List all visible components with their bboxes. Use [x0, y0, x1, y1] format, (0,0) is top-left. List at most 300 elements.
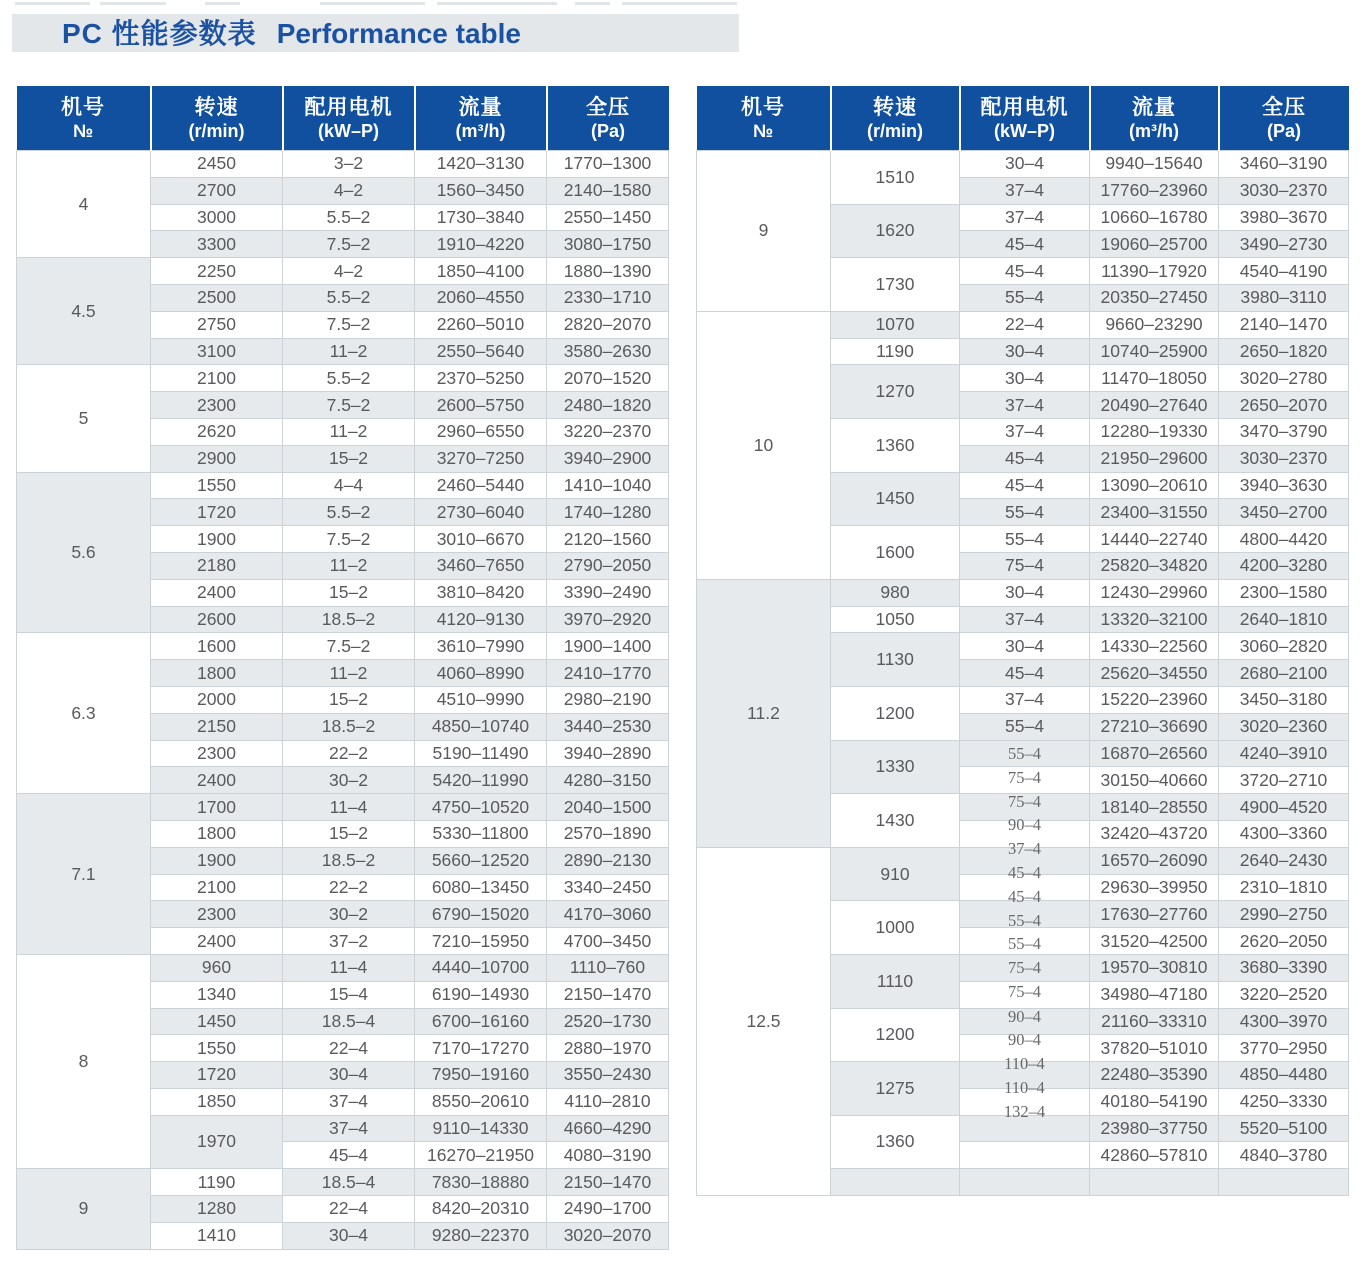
- motor-value-offset: 110–4: [1004, 1054, 1045, 1074]
- pressure-cell: 2330–1710: [547, 284, 669, 311]
- speed-cell: 1330: [831, 740, 960, 794]
- title-band: [12, 14, 739, 52]
- header-label: 流量: [458, 96, 503, 119]
- flow-cell: 19570–30810: [1090, 954, 1219, 981]
- motor-cell: 15–2: [283, 820, 415, 847]
- speed-cell: 2000: [151, 686, 283, 713]
- pressure-cell: 2640–1810: [1219, 606, 1349, 633]
- flow-cell: 4120–9130: [415, 606, 547, 633]
- pressure-cell: 3460–3190: [1219, 151, 1349, 178]
- pressure-cell: 4110–2810: [547, 1088, 669, 1115]
- motor-cell: 37–4: [283, 1088, 415, 1115]
- pressure-cell: 3060–2820: [1219, 633, 1349, 660]
- speed-cell: 2300: [151, 392, 283, 419]
- motor-value-offset: 75–4: [1008, 791, 1041, 811]
- top-crop-fragment: [575, 2, 610, 5]
- flow-cell: 11390–17920: [1090, 258, 1219, 285]
- header-cell-4: [1219, 86, 1349, 151]
- flow-cell: 14330–22560: [1090, 633, 1219, 660]
- flow-cell: 2260–5010: [415, 311, 547, 338]
- speed-cell: 1900: [151, 847, 283, 874]
- motor-value-offset: 55–4: [1008, 743, 1041, 763]
- header-unit: (r/min): [867, 121, 923, 141]
- flow-cell: 4850–10740: [415, 713, 547, 740]
- flow-cell: 12280–19330: [1090, 418, 1219, 445]
- speed-cell: 2250: [151, 258, 283, 285]
- pressure-cell: 2880–1970: [547, 1035, 669, 1062]
- speed-cell: 2400: [151, 767, 283, 794]
- motor-cell: 55–4: [960, 284, 1090, 311]
- speed-cell: 3300: [151, 231, 283, 258]
- flow-cell: 12430–29960: [1090, 579, 1219, 606]
- motor-cell: 11–2: [283, 660, 415, 687]
- pressure-cell: 2310–1810: [1219, 874, 1349, 901]
- header-row: [697, 86, 1349, 151]
- motor-cell: 55–4: [960, 713, 1090, 740]
- flow-cell: 9280–22370: [415, 1222, 547, 1249]
- pressure-cell: 4840–3780: [1219, 1142, 1349, 1169]
- flow-cell: 10740–25900: [1090, 338, 1219, 365]
- pressure-cell: 3940–2890: [547, 740, 669, 767]
- motor-cell: [960, 1169, 1090, 1196]
- speed-cell: 2900: [151, 445, 283, 472]
- flow-cell: 19060–25700: [1090, 231, 1219, 258]
- flow-cell: 15220–23960: [1090, 686, 1219, 713]
- motor-value-offset: 90–4: [1008, 815, 1041, 835]
- table-row: [17, 633, 669, 660]
- speed-cell: 1510: [831, 151, 960, 205]
- flow-cell: 5330–11800: [415, 820, 547, 847]
- header-unit: (kW–P): [993, 121, 1055, 141]
- speed-cell: 2150: [151, 713, 283, 740]
- pressure-cell: 3980–3110: [1219, 284, 1349, 311]
- group-no-cell: 9: [697, 151, 831, 312]
- page-title: [62, 14, 521, 52]
- header-unit: (kW–P): [317, 121, 379, 141]
- flow-cell: 37820–51010: [1090, 1035, 1219, 1062]
- motor-cell: 11–4: [283, 794, 415, 821]
- pressure-cell: 2490–1700: [547, 1196, 669, 1223]
- pressure-cell: 4280–3150: [547, 767, 669, 794]
- flow-cell: 34980–47180: [1090, 981, 1219, 1008]
- top-crop-fragment: [205, 2, 240, 5]
- pressure-cell: 3470–3790: [1219, 418, 1349, 445]
- pressure-cell: 3220–2520: [1219, 981, 1349, 1008]
- pressure-cell: 2650–2070: [1219, 392, 1349, 419]
- flow-cell: 5190–11490: [415, 740, 547, 767]
- flow-cell: 3460–7650: [415, 552, 547, 579]
- pressure-cell: 3080–1750: [547, 231, 669, 258]
- pressure-cell: 2150–1470: [547, 1169, 669, 1196]
- flow-cell: 9940–15640: [1090, 151, 1219, 178]
- table-row: [17, 258, 669, 285]
- speed-cell: 1200: [831, 1008, 960, 1062]
- motor-cell: 22–2: [283, 740, 415, 767]
- motor-cell: 5.5–2: [283, 499, 415, 526]
- motor-cell: [960, 740, 1090, 767]
- header-cell-1: [831, 86, 960, 151]
- motor-cell: 22–4: [960, 311, 1090, 338]
- motor-cell: 37–4: [960, 606, 1090, 633]
- motor-value-offset: 37–4: [1008, 839, 1041, 859]
- speed-cell: 1720: [151, 1062, 283, 1089]
- flow-cell: 4510–9990: [415, 686, 547, 713]
- pressure-cell: 4170–3060: [547, 901, 669, 928]
- pressure-cell: 4080–3190: [547, 1142, 669, 1169]
- pressure-cell: 2120–1560: [547, 526, 669, 553]
- speed-cell: 1190: [831, 338, 960, 365]
- motor-cell: [960, 1101, 1090, 1169]
- flow-cell: 2960–6550: [415, 418, 547, 445]
- top-crop-fragment: [100, 2, 166, 5]
- motor-cell: 30–4: [283, 1062, 415, 1089]
- speed-cell: 1620: [831, 204, 960, 258]
- speed-cell: 1450: [151, 1008, 283, 1035]
- motor-cell: 4–2: [283, 258, 415, 285]
- pressure-cell: 3220–2370: [547, 418, 669, 445]
- motor-cell: 5.5–2: [283, 365, 415, 392]
- flow-cell: 5420–11990: [415, 767, 547, 794]
- flow-cell: 2460–5440: [415, 472, 547, 499]
- header-label: 配用电机: [980, 96, 1069, 119]
- pressure-cell: 2070–1520: [547, 365, 669, 392]
- motor-cell: 15–2: [283, 686, 415, 713]
- flow-cell: 14440–22740: [1090, 526, 1219, 553]
- pressure-cell: 4200–3280: [1219, 552, 1349, 579]
- speed-cell: 2500: [151, 284, 283, 311]
- pressure-cell: 3450–2700: [1219, 499, 1349, 526]
- flow-cell: 17630–27760: [1090, 901, 1219, 928]
- speed-cell: 1275: [831, 1062, 960, 1116]
- flow-cell: 3010–6670: [415, 526, 547, 553]
- flow-cell: 31520–42500: [1090, 928, 1219, 955]
- motor-value-offset: 55–4: [1008, 934, 1041, 954]
- pressure-cell: 2620–2050: [1219, 928, 1349, 955]
- speed-cell: 960: [151, 954, 283, 981]
- speed-cell: 1600: [151, 633, 283, 660]
- flow-cell: 1850–4100: [415, 258, 547, 285]
- pressure-cell: 3030–2370: [1219, 177, 1349, 204]
- speed-cell: 2700: [151, 177, 283, 204]
- table-row: [17, 954, 669, 981]
- pressure-cell: 3770–2950: [1219, 1035, 1349, 1062]
- flow-cell: 8420–20310: [415, 1196, 547, 1223]
- motor-cell: 45–4: [960, 445, 1090, 472]
- flow-cell: 20490–27640: [1090, 392, 1219, 419]
- speed-cell: 1280: [151, 1196, 283, 1223]
- speed-cell: 980: [831, 579, 960, 606]
- pressure-cell: 1880–1390: [547, 258, 669, 285]
- flow-cell: 2730–6040: [415, 499, 547, 526]
- motor-cell: 22–4: [283, 1196, 415, 1223]
- pressure-cell: 4300–3360: [1219, 820, 1349, 847]
- pressure-cell: 4700–3450: [547, 928, 669, 955]
- motor-value-offset: 75–4: [1008, 958, 1041, 978]
- header-unit: (Pa): [1266, 121, 1301, 141]
- flow-cell: 2060–4550: [415, 284, 547, 311]
- group-no-cell: 12.5: [697, 847, 831, 1195]
- pressure-cell: 2520–1730: [547, 1008, 669, 1035]
- motor-cell: 45–4: [960, 231, 1090, 258]
- speed-cell: 2450: [151, 151, 283, 178]
- flow-cell: 27210–36690: [1090, 713, 1219, 740]
- flow-cell: 3610–7990: [415, 633, 547, 660]
- pressure-cell: 2040–1500: [547, 794, 669, 821]
- motor-cell: 7.5–2: [283, 311, 415, 338]
- flow-cell: 17760–23960: [1090, 177, 1219, 204]
- flow-cell: 4060–8990: [415, 660, 547, 687]
- motor-cell: [960, 767, 1090, 794]
- pressure-cell: 4250–3330: [1219, 1088, 1349, 1115]
- motor-cell: 11–2: [283, 552, 415, 579]
- motor-cell: 30–2: [283, 901, 415, 928]
- flow-cell: 3810–8420: [415, 579, 547, 606]
- top-crop-fragment: [320, 2, 425, 5]
- flow-cell: 1910–4220: [415, 231, 547, 258]
- speed-cell: 1200: [831, 686, 960, 740]
- motor-value-offset: 90–4: [1008, 1030, 1041, 1050]
- header-cell-0: [17, 86, 151, 151]
- motor-cell: 37–2: [283, 928, 415, 955]
- group-no-cell: 5: [17, 365, 151, 472]
- flow-cell: 2600–5750: [415, 392, 547, 419]
- motor-value-offset: 90–4: [1008, 1006, 1041, 1026]
- header-label: 配用电机: [304, 96, 393, 119]
- pressure-cell: 2550–1450: [547, 204, 669, 231]
- motor-cell: 30–4: [960, 579, 1090, 606]
- motor-cell: 30–4: [960, 338, 1090, 365]
- speed-cell: 1700: [151, 794, 283, 821]
- pressure-cell: 4240–3910: [1219, 740, 1349, 767]
- speed-cell: 1850: [151, 1088, 283, 1115]
- flow-cell: 23400–31550: [1090, 499, 1219, 526]
- motor-cell: 30–4: [960, 365, 1090, 392]
- pressure-cell: 2990–2750: [1219, 901, 1349, 928]
- speed-cell: 2750: [151, 311, 283, 338]
- flow-cell: 7170–17270: [415, 1035, 547, 1062]
- pressure-cell: 3020–2360: [1219, 713, 1349, 740]
- pressure-cell: 2820–2070: [547, 311, 669, 338]
- flow-cell: 32420–43720: [1090, 820, 1219, 847]
- pressure-cell: 4800–4420: [1219, 526, 1349, 553]
- header-cell-3: [1090, 86, 1219, 151]
- speed-cell: 1800: [151, 820, 283, 847]
- header-label: 机号: [741, 96, 785, 119]
- speed-cell: 2300: [151, 740, 283, 767]
- motor-cell: 18.5–4: [283, 1169, 415, 1196]
- group-no-cell: 7.1: [17, 794, 151, 955]
- flow-cell: [1090, 1169, 1219, 1196]
- speed-cell: 1000: [831, 901, 960, 955]
- motor-cell: 11–2: [283, 338, 415, 365]
- pressure-cell: 3980–3670: [1219, 204, 1349, 231]
- header-unit: (m³/h): [1129, 121, 1179, 141]
- flow-cell: 9660–23290: [1090, 311, 1219, 338]
- speed-cell: 1450: [831, 472, 960, 526]
- flow-cell: 18140–28550: [1090, 794, 1219, 821]
- speed-cell: 3000: [151, 204, 283, 231]
- flow-cell: 16270–21950: [415, 1142, 547, 1169]
- header-unit: (r/min): [188, 121, 245, 141]
- motor-value-offset: 55–4: [1008, 910, 1041, 930]
- motor-cell: 4–2: [283, 177, 415, 204]
- pressure-cell: 2140–1580: [547, 177, 669, 204]
- header-cell-2: [960, 86, 1090, 151]
- flow-cell: 23980–37750: [1090, 1115, 1219, 1142]
- motor-cell: 55–4: [960, 526, 1090, 553]
- motor-cell: 7.5–2: [283, 231, 415, 258]
- speed-cell: 1070: [831, 311, 960, 338]
- speed-cell: 3100: [151, 338, 283, 365]
- flow-cell: 30150–40660: [1090, 767, 1219, 794]
- pressure-cell: 4540–4190: [1219, 258, 1349, 285]
- group-no-cell: 9: [17, 1169, 151, 1249]
- motor-cell: 22–4: [283, 1035, 415, 1062]
- flow-cell: 16570–26090: [1090, 847, 1219, 874]
- flow-cell: 13090–20610: [1090, 472, 1219, 499]
- motor-cell: 18.5–2: [283, 606, 415, 633]
- header-unit: (Pa): [590, 121, 625, 141]
- group-no-cell: 4: [17, 151, 151, 258]
- pressure-cell: 4900–4520: [1219, 794, 1349, 821]
- flow-cell: 21160–33310: [1090, 1008, 1219, 1035]
- speed-cell: 1550: [151, 472, 283, 499]
- group-no-cell: 8: [17, 954, 151, 1168]
- header-label: 转速: [873, 96, 917, 119]
- table-row: [17, 365, 669, 392]
- speed-cell: 2300: [151, 901, 283, 928]
- flow-cell: 4750–10520: [415, 794, 547, 821]
- flow-cell: 10660–16780: [1090, 204, 1219, 231]
- flow-cell: 7950–19160: [415, 1062, 547, 1089]
- speed-cell: 1900: [151, 526, 283, 553]
- motor-cell: 5.5–2: [283, 204, 415, 231]
- motor-cell: 22–2: [283, 874, 415, 901]
- speed-cell: 2180: [151, 552, 283, 579]
- speed-cell: 1130: [831, 633, 960, 687]
- header-cell-1: [151, 86, 283, 151]
- pressure-cell: 3550–2430: [547, 1062, 669, 1089]
- flow-cell: 20350–27450: [1090, 284, 1219, 311]
- speed-cell: 1270: [831, 365, 960, 419]
- flow-cell: 25620–34550: [1090, 660, 1219, 687]
- motor-cell: 45–4: [960, 258, 1090, 285]
- pressure-cell: 3450–3180: [1219, 686, 1349, 713]
- pressure-cell: 3940–2900: [547, 445, 669, 472]
- speed-cell: 1050: [831, 606, 960, 633]
- header-label: 流量: [1132, 96, 1176, 119]
- top-crop-fragment: [437, 2, 557, 5]
- motor-cell: 18.5–2: [283, 847, 415, 874]
- pressure-cell: 3020–2780: [1219, 365, 1349, 392]
- motor-cell: 7.5–2: [283, 392, 415, 419]
- speed-cell: 1110: [831, 954, 960, 1008]
- motor-value-offset: 45–4: [1008, 862, 1041, 882]
- flow-cell: 42860–57810: [1090, 1142, 1219, 1169]
- header-label: 全压: [586, 96, 630, 119]
- pressure-cell: 3030–2370: [1219, 445, 1349, 472]
- flow-cell: 40180–54190: [1090, 1088, 1219, 1115]
- flow-cell: 1560–3450: [415, 177, 547, 204]
- top-crop-fragment: [15, 2, 90, 5]
- pressure-cell: 3940–3630: [1219, 472, 1349, 499]
- pressure-cell: 5520–5100: [1219, 1115, 1349, 1142]
- motor-cell: 30–2: [283, 767, 415, 794]
- speed-cell: 910: [831, 847, 960, 901]
- speed-cell: 1550: [151, 1035, 283, 1062]
- flow-cell: 5660–12520: [415, 847, 547, 874]
- flow-cell: 8550–20610: [415, 1088, 547, 1115]
- speed-cell: [831, 1169, 960, 1196]
- motor-cell: 45–4: [960, 660, 1090, 687]
- group-no-cell: 4.5: [17, 258, 151, 365]
- motor-value-offset: 110–4: [1004, 1078, 1045, 1098]
- pressure-cell: 2790–2050: [547, 552, 669, 579]
- pressure-cell: 3440–2530: [547, 713, 669, 740]
- header-cell-2: [283, 86, 415, 151]
- pressure-cell: 1110–760: [547, 954, 669, 981]
- pressure-cell: 1740–1280: [547, 499, 669, 526]
- performance-table-right: [696, 86, 1349, 1196]
- performance-table-left: [16, 86, 669, 1250]
- pressure-cell: 2480–1820: [547, 392, 669, 419]
- speed-cell: 1410: [151, 1222, 283, 1249]
- motor-cell: 37–4: [960, 418, 1090, 445]
- group-no-cell: 6.3: [17, 633, 151, 794]
- speed-cell: 2600: [151, 606, 283, 633]
- motor-cell: 7.5–2: [283, 526, 415, 553]
- motor-value-offset: 132–4: [1003, 1101, 1046, 1121]
- motor-cell: 11–2: [283, 418, 415, 445]
- pressure-cell: 1410–1040: [547, 472, 669, 499]
- speed-cell: 1360: [831, 418, 960, 472]
- motor-cell: 37–4: [960, 392, 1090, 419]
- motor-cell: 37–4: [960, 177, 1090, 204]
- motor-cell: 15–2: [283, 579, 415, 606]
- table-row: [17, 151, 669, 178]
- motor-cell: 15–2: [283, 445, 415, 472]
- motor-cell: 18.5–2: [283, 713, 415, 740]
- top-crop-fragment: [622, 2, 737, 5]
- flow-cell: 16870–26560: [1090, 740, 1219, 767]
- motor-value-offset: 75–4: [1008, 767, 1041, 787]
- motor-cell: 30–4: [283, 1222, 415, 1249]
- table-row: [17, 794, 669, 821]
- group-no-cell: 10: [697, 311, 831, 579]
- pressure-cell: 2640–2430: [1219, 847, 1349, 874]
- pressure-cell: 3340–2450: [547, 874, 669, 901]
- motor-value-offset: 45–4: [1008, 886, 1041, 906]
- speed-cell: 1430: [831, 794, 960, 848]
- pressure-cell: 2650–1820: [1219, 338, 1349, 365]
- pressure-cell: 3970–2920: [547, 606, 669, 633]
- flow-cell: 22480–35390: [1090, 1062, 1219, 1089]
- table-row: [697, 311, 1349, 338]
- motor-cell: 15–4: [283, 981, 415, 1008]
- pressure-cell: 2150–1470: [547, 981, 669, 1008]
- flow-cell: 9110–14330: [415, 1115, 547, 1142]
- flow-cell: 1730–3840: [415, 204, 547, 231]
- header-unit: №: [752, 121, 774, 141]
- pressure-cell: 2980–2190: [547, 686, 669, 713]
- speed-cell: 1970: [151, 1115, 283, 1169]
- flow-cell: 2550–5640: [415, 338, 547, 365]
- flow-cell: 13320–32100: [1090, 606, 1219, 633]
- header-label: 全压: [1262, 96, 1306, 119]
- motor-cell: 45–4: [283, 1142, 415, 1169]
- header-cell-4: [547, 86, 669, 151]
- pressure-cell: 2680–2100: [1219, 660, 1349, 687]
